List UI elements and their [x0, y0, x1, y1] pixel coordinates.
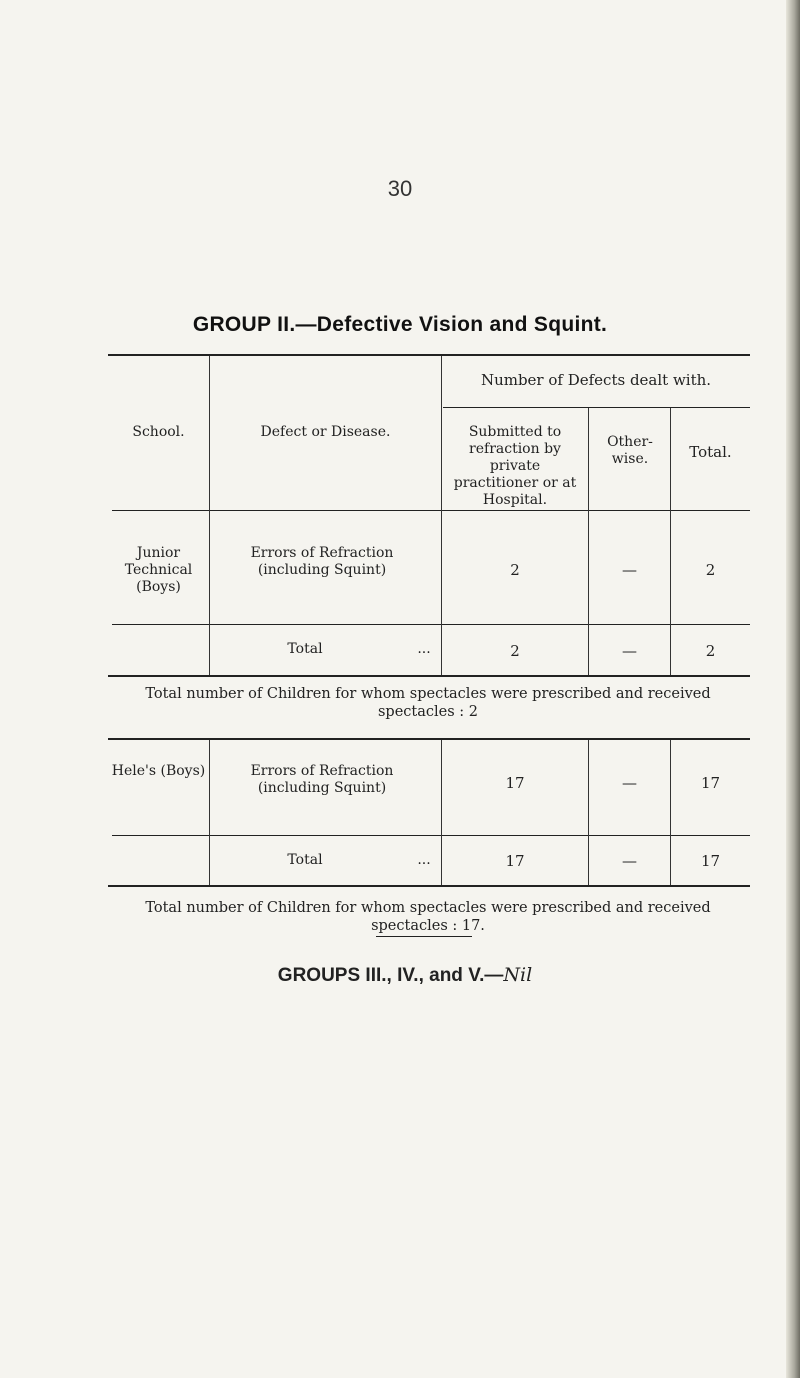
total-value: 2: [705, 561, 716, 579]
total-row-submitted: 2: [510, 642, 520, 660]
groups-label: GROUPS III., IV., and V.—: [277, 965, 504, 986]
school-name: Hele's (Boys): [111, 763, 206, 779]
total-row-total: 2: [705, 642, 716, 660]
header-otherwise: Other-wise.: [607, 434, 653, 467]
header-school: School.: [132, 424, 185, 440]
groups-nil: Nil: [503, 964, 533, 986]
otherwise-value: —: [622, 774, 637, 792]
header-defects-dealt-with: Number of Defects dealt with.: [480, 371, 712, 389]
header-defect: Defect or Disease.: [260, 424, 391, 440]
submitted-value: 2: [510, 561, 520, 579]
section2-bottom-rule: [108, 885, 750, 887]
header-bottom-rule: [112, 510, 750, 511]
total-row-dots: ...: [417, 852, 431, 868]
defect-name: Errors of Refraction (including Squint): [250, 763, 394, 796]
submitted-value: 17: [505, 774, 525, 792]
total-row-label: Total: [287, 641, 323, 657]
separator-rule: [376, 936, 472, 937]
column-divider: [209, 356, 210, 675]
spectacles-note: Total number of Children for whom spectacles were prescribed and received spectacles : 2: [145, 686, 711, 720]
total-row-otherwise: —: [622, 852, 637, 870]
total-value: 17: [700, 774, 721, 792]
table-top-rule: [108, 354, 750, 356]
total-row-otherwise: —: [622, 642, 637, 660]
groups-footer: [0, 964, 800, 987]
page-number: 30: [387, 176, 413, 201]
column-divider: [588, 408, 589, 675]
spectacles-note: Total number of Children for whom spectacles were prescribed and received spectacles : 17.: [145, 900, 711, 934]
page-edge-shadow: [786, 0, 800, 1378]
group-header-rule: [443, 407, 750, 408]
header-submitted: Submitted to refraction by private practitioner or at Hospital.: [453, 424, 577, 508]
header-total: Total.: [689, 443, 732, 461]
school-name: Junior Technical (Boys): [124, 545, 193, 595]
otherwise-value: —: [622, 561, 637, 579]
page-title: GROUP II.—Defective Vision and Squint.: [192, 313, 608, 336]
row-rule: [112, 835, 750, 836]
total-row-label: Total: [287, 852, 323, 868]
section2-top-rule: [108, 738, 750, 740]
total-row-dots: ...: [417, 641, 431, 657]
section1-bottom-rule: [108, 675, 750, 677]
row-rule: [112, 624, 750, 625]
total-row-submitted: 17: [505, 852, 525, 870]
defect-name: Errors of Refraction (including Squint): [250, 545, 394, 578]
total-row-total: 17: [700, 852, 721, 870]
column-divider: [441, 356, 442, 675]
